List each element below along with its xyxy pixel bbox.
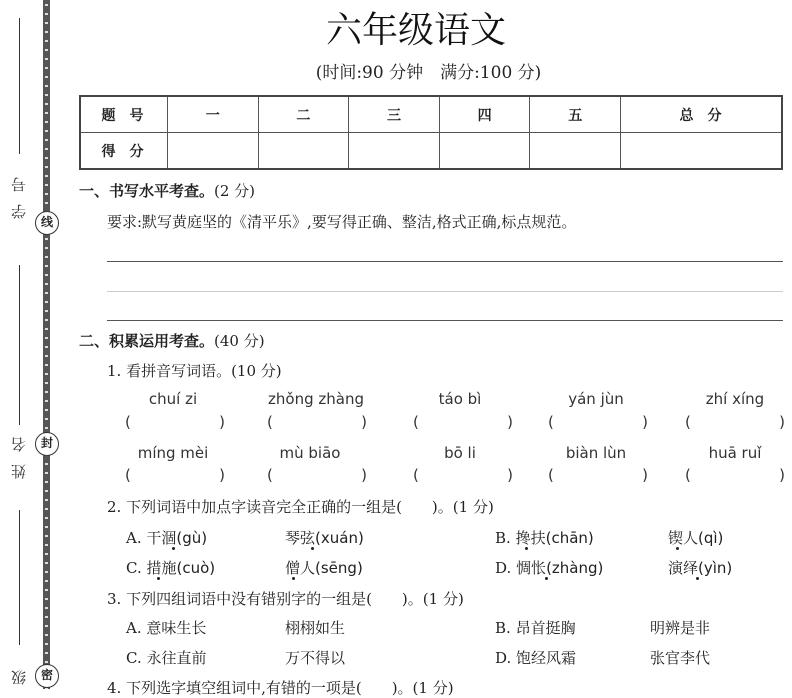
paren-close: ) [219,466,225,484]
pinyin: (qì) [698,529,724,547]
paren-close: ) [779,466,785,484]
pinyin-9: biàn lùn [565,444,627,462]
paren-close: ) [507,466,513,484]
word: 僧人 [285,559,316,577]
seal-secret-mark: 密 [35,664,59,688]
answer-box-5[interactable] [685,413,785,431]
score-cell-4[interactable] [439,133,530,170]
word: 惆怅 [516,559,547,577]
option-label: A. [126,619,142,637]
paren-open: ( [267,466,273,484]
pinyin-3: táo bì [438,390,482,408]
q3-option-d-2: 张官李代 [650,649,711,667]
seal-seal-mark: 封 [35,432,59,456]
pinyin-2: zhǒng zhàng [268,390,364,408]
q3-stem: 3. 下列四组词语中没有错别字的一组是( )。(1 分) [107,590,464,608]
emphasis-dot [292,577,295,580]
q2-option-c-2 [285,557,363,578]
answer-box-2[interactable] [267,413,367,431]
word: 演绎 [668,559,699,577]
paren-open: ( [413,413,419,431]
paren-open: ( [548,466,554,484]
option-label: A. [126,529,142,547]
page-title: 六年级语文 [325,10,506,51]
paren-open: ( [125,413,131,431]
paren-close: ) [361,466,367,484]
paren-open: ( [125,466,131,484]
name-line [19,265,20,425]
writing-line-2[interactable] [107,320,783,321]
q3-option-a-2: 栩栩如生 [285,619,346,637]
word: 永往直前 [146,649,207,667]
writing-line-1[interactable] [107,261,783,262]
q4-stem: 4. 下列选字填空组词中,有错的一项是( )。(1 分) [107,679,454,697]
class-label: 级 [10,658,28,685]
paren-close: ) [507,413,513,431]
q3-option-c[interactable] [126,647,207,668]
emphasis-dot [172,547,175,550]
q2-option-b[interactable] [495,527,594,548]
col-total: 总分 [621,96,783,133]
pinyin: (chān) [545,529,594,547]
score-table-score-row [80,133,782,170]
emphasis-dot [696,577,699,580]
q3-option-b[interactable] [495,617,576,638]
section-1-heading [79,180,255,201]
section-2-heading [79,330,265,351]
q1-stem: 1. 看拼音写词语。(10 分) [107,362,282,380]
paren-close: ) [642,413,648,431]
word: 搀扶 [515,529,546,547]
pinyin-8: bō li [444,444,476,462]
writing-line-guide [107,291,783,292]
q2-option-c[interactable] [126,557,215,578]
q3-option-d[interactable] [495,647,576,668]
option-label: B. [495,619,511,637]
answer-box-1[interactable] [125,413,225,431]
answer-box-7[interactable] [267,466,367,484]
pinyin: (xuán) [315,529,364,547]
emphasis-dot [676,547,679,550]
word: 意味生长 [146,619,207,637]
paren-open: ( [685,413,691,431]
option-label: B. [495,529,511,547]
paren-open: ( [413,466,419,484]
paren-close: ) [219,413,225,431]
binding-line [43,0,50,689]
q3-option-c-2: 万不得以 [285,649,346,667]
q2-option-a[interactable] [126,527,207,548]
q2-stem: 2. 下列词语中加点字读音完全正确的一组是( )。(1 分) [107,498,494,516]
class-line [19,510,20,645]
score-cell-total[interactable] [621,133,783,170]
emphasis-dot [157,577,160,580]
answer-box-9[interactable] [548,466,648,484]
emphasis-dot [545,577,548,580]
paren-close: ) [361,413,367,431]
score-label: 得分 [80,133,168,170]
q2-option-b-2 [668,527,723,548]
pinyin: (sēng) [315,559,363,577]
score-cell-2[interactable] [258,133,349,170]
pinyin: (cuò) [176,559,216,577]
section-1-requirement: 要求:默写黄庭坚的《清平乐》,要写得正确、整洁,格式正确,标点规范。 [107,213,577,231]
q2-option-d-2 [668,557,732,578]
score-cell-3[interactable] [349,133,440,170]
score-table [79,95,783,170]
seal-line-mark: 线 [35,211,59,235]
q3-option-a[interactable] [126,617,206,638]
score-cell-5[interactable] [530,133,621,170]
q2-option-a-2 [285,527,364,548]
paren-open: ( [267,413,273,431]
name-label: 姓名 [10,425,28,479]
col-3: 三 [349,96,440,133]
option-label: C. [126,649,142,667]
pinyin-5: zhí xíng [705,390,765,408]
section-1-title: 一、书写水平考查。 [79,182,215,200]
section-2-title: 二、积累运用考查。 [79,332,215,350]
emphasis-dot [525,547,528,550]
option-label: D. [495,559,512,577]
answer-box-6[interactable] [125,466,225,484]
pinyin: (yìn) [698,559,733,577]
score-cell-1[interactable] [168,133,259,170]
question-number-label: 题号 [80,96,168,133]
paren-open: ( [685,466,691,484]
answer-box-4[interactable] [548,413,648,431]
pinyin-10: huā ruǐ [708,444,762,462]
col-5: 五 [530,96,621,133]
col-1: 一 [168,96,259,133]
section-1-points: (2 分) [214,182,256,200]
score-table-header-row [80,96,782,133]
col-2: 二 [258,96,349,133]
pinyin-1: chuí zi [148,390,198,408]
col-4: 四 [439,96,530,133]
exam-info: (时间:90 分钟 满分:100 分) [315,63,542,83]
q2-option-d[interactable] [495,557,603,578]
pinyin-4: yán jùn [568,390,624,408]
section-2-points: (40 分) [214,332,265,350]
word: 昂首挺胸 [515,619,576,637]
word: 锲人 [668,529,699,547]
word: 饱经风霜 [516,649,577,667]
q3-option-b-2: 明辨是非 [650,619,711,637]
word: 琴弦 [285,529,316,547]
paren-close: ) [642,466,648,484]
word: 措施 [146,559,177,577]
answer-box-10[interactable] [685,466,785,484]
emphasis-dot [311,547,314,550]
pinyin-7: mù biāo [279,444,341,462]
student-id-label: 学号 [10,165,28,219]
paren-open: ( [548,413,554,431]
option-label: D. [495,649,512,667]
paren-close: ) [779,413,785,431]
word: 干涸 [146,529,177,547]
pinyin: (zhàng) [546,559,604,577]
pinyin: (gù) [176,529,208,547]
answer-box-8[interactable] [413,466,513,484]
answer-box-3[interactable] [413,413,513,431]
option-label: C. [126,559,142,577]
pinyin-6: míng mèi [137,444,209,462]
